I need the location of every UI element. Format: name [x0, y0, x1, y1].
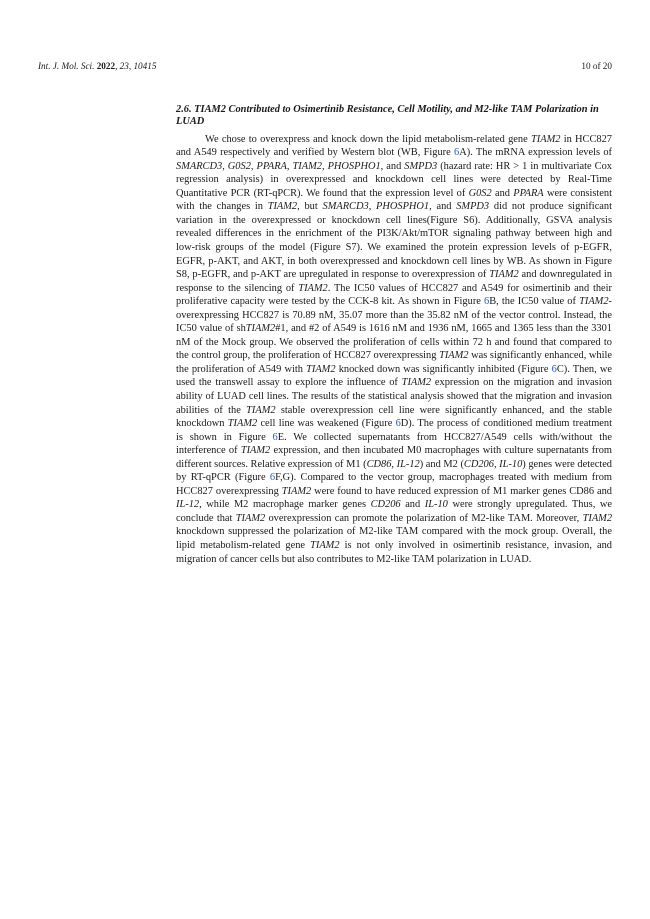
paragraph-text: cell line was weakened (Figure [257, 418, 396, 430]
gene-name: G0S2 [468, 187, 492, 199]
gene-name: CD86 [366, 458, 392, 470]
paragraph-text: F,G). Compared to the vector group, macrophages treated with medium from HCC827 overexpressing [176, 472, 613, 497]
paragraph-text: , and [380, 160, 405, 172]
gene-name: IL-12 [176, 499, 200, 511]
gene-name: TIAM2 [281, 485, 312, 497]
page-indicator: 10 of 20 [581, 61, 612, 71]
paragraph-text: did not produce significant variation in the overexpressed or knockdown cell lines(Figure S6). Additionally, GSVA analysis revealed differences in the enrichment of the PI3K/Akt/mTOR signaling pathway between high and low-risk groups of the model (Figure S7). We examined the protein expression levels of p-EGFR, EGFR, p-AKT, and AKT, in both overexpressed and knockdown cell lines by WB. As shown in Figure S8, p-EGFR, and p-AKT are upregulated in response to overexpression of [176, 201, 612, 281]
paragraph-text: stable overexpression cell line were significantly enhanced, and the stable knockdown [176, 404, 612, 430]
gene-name: CD206 [463, 458, 494, 470]
paragraph-text: A). The mRNA expression levels of [459, 147, 612, 159]
gene-name: SMPD3 [456, 201, 490, 213]
paragraph-text: ) and M2 ( [419, 458, 464, 470]
gene-name: TIAM2 [227, 418, 258, 430]
figure-reference-link[interactable]: 6 [454, 147, 460, 159]
paragraph-text: and [400, 499, 425, 511]
figure-reference-link[interactable]: 6 [484, 296, 490, 308]
gene-name: TIAM2 [245, 323, 276, 335]
gene-name: IL-12 [396, 458, 420, 470]
gene-name: SMARCD3 [322, 201, 369, 213]
paragraph-text: , and [429, 201, 457, 213]
figure-reference-link[interactable]: 6 [269, 472, 276, 484]
gene-name: TIAM2 [267, 201, 298, 213]
article-body [176, 104, 612, 566]
gene-name: TIAM2 [489, 269, 519, 281]
gene-name: PPARA [513, 187, 544, 199]
paragraph-text: -overexpressing HCC827 is 70.89 nM, 35.07 more than the 35.82 nM of the vector control. Instead, the IC50 value of sh [176, 296, 612, 335]
gene-name: G0S2 [227, 160, 251, 172]
paragraph-text: were strongly upregulated. Thus, we conclude that [176, 499, 612, 524]
paragraph-text: and downregulated in response to the silencing of [176, 269, 613, 294]
paragraph-text: , but [297, 201, 323, 213]
figure-reference-link[interactable]: 6 [272, 431, 278, 443]
gene-name: TIAM2 [306, 363, 336, 375]
gene-name: TIAM2 [310, 540, 340, 551]
paragraph-text: overexpression can promote the polarization of M2-like TAM. Moreover, [265, 512, 583, 524]
paragraph-text: We chose to overexpress and knock down the lipid metabolism-related gene [205, 133, 531, 145]
paragraph-text: ) genes were detected by RT-qPCR (Figure [176, 458, 613, 484]
paragraph-text: (hazard rate: HR > 1 in multivariate Cox regression analysis) in overexpressed and knockdown cell lines were detected by Real-Time Quantitative PCR (RT-qPCR). We found that the expression level of [176, 160, 612, 199]
figure-reference-link[interactable]: 6 [551, 363, 557, 375]
gene-name: TIAM2 [582, 512, 613, 524]
paragraph-text: knockdown suppressed the polarization of M2-like TAM compared with the mock group. Overall, the lipid metabolism-related gene [176, 526, 612, 551]
gene-name: IL-10 [499, 458, 523, 470]
journal-citation [38, 61, 156, 72]
gene-name: TIAM2 [246, 404, 276, 416]
gene-name: PHOSPHO1 [327, 160, 381, 172]
paragraph-text: were consistent with the changes in [176, 187, 612, 213]
paragraph-text: and [491, 187, 514, 199]
paragraph-text: E. We collected supernatants from HCC827/A549 cells with/without the interference of [176, 431, 612, 457]
paragraph-text: , [493, 458, 500, 470]
paragraph-text: , [368, 201, 377, 213]
body-paragraph [176, 133, 612, 567]
volume-article: , 23, 10415 [115, 61, 157, 71]
paragraph-text: D). The process of conditioned medium treatment is shown in Figure [176, 418, 612, 443]
paragraph-text: was significantly enhanced, while the proliferation of A549 with [176, 350, 612, 375]
paragraph-text: in HCC827 and A549 respectively and verified by Western blot (WB, Figure [176, 133, 612, 159]
paragraph-text: B, the IC50 value of [489, 296, 580, 308]
gene-name: TIAM2 [439, 350, 469, 362]
publication-year: 2022 [96, 61, 116, 71]
gene-name: TIAM2 [240, 445, 271, 457]
paragraph-text: expression, and then incubated M0 macrophages with culture supernatants from different sources. Relative expression of M1 ( [176, 445, 612, 470]
gene-name: CD206 [370, 499, 401, 511]
paragraph-text: is not only involved in osimertinib resistance, invasion, and migration of cancer cells but also contributes to M2-like TAM polarization in LUAD. [176, 540, 612, 565]
paragraph-text: . The IC50 values of HCC827 and A549 for osimertinib and their proliferative capacity were tested by the CCK-8 kit. As shown in Figure [176, 282, 612, 308]
gene-name: TIAM2 [235, 512, 266, 524]
gene-name: SMPD3 [404, 160, 438, 172]
gene-name: SMARCD3 [176, 160, 223, 172]
paragraph-text: were found to have reduced expression of M1 marker genes CD86 and [311, 485, 612, 497]
running-header [38, 61, 612, 72]
gene-name: IL-10 [424, 499, 448, 511]
paragraph-text: knocked down was significantly inhibited (Figure [335, 363, 552, 375]
paragraph-text: #1, and #2 of A549 is 1616 nM and 1936 nM, 1665 and 1365 less than the 3301 nM of the Mock group. We observed the proliferation of cells within 72 h and found that compared to the control group, the proliferation of HCC827 overexpressing [176, 323, 612, 362]
journal-abbrev: Int. J. Mol. Sci. [38, 61, 95, 71]
gene-name: TIAM2 [579, 296, 609, 308]
paragraph-text: , [391, 458, 397, 470]
paragraph-text: expression on the migration and invasion ability of LUAD cell lines. The results of the statistical analysis showed that the migration and invasion abilities of the [176, 377, 612, 416]
paragraph-text: , [222, 160, 228, 172]
paragraph-text: , while M2 macrophage marker genes [199, 499, 371, 511]
gene-name: TIAM2 [401, 377, 432, 389]
gene-name: TIAM2 [530, 133, 561, 145]
paragraph-text: , [250, 160, 257, 172]
gene-name: TIAM2 [292, 160, 322, 172]
paragraph-text: , [286, 160, 293, 172]
gene-name: PPARA [256, 160, 287, 172]
paragraph-text: , [321, 160, 328, 172]
gene-name: PHOSPHO1 [376, 201, 430, 213]
gene-name: TIAM2 [298, 282, 328, 294]
section-heading: 2.6. TIAM2 Contributed to Osimertinib Resistance, Cell Motility, and M2-like TAM Polarization in LUAD [176, 104, 599, 128]
paragraph-text: C). Then, we used the transwell assay to explore the influence of [176, 363, 613, 389]
figure-reference-link[interactable]: 6 [395, 418, 401, 430]
